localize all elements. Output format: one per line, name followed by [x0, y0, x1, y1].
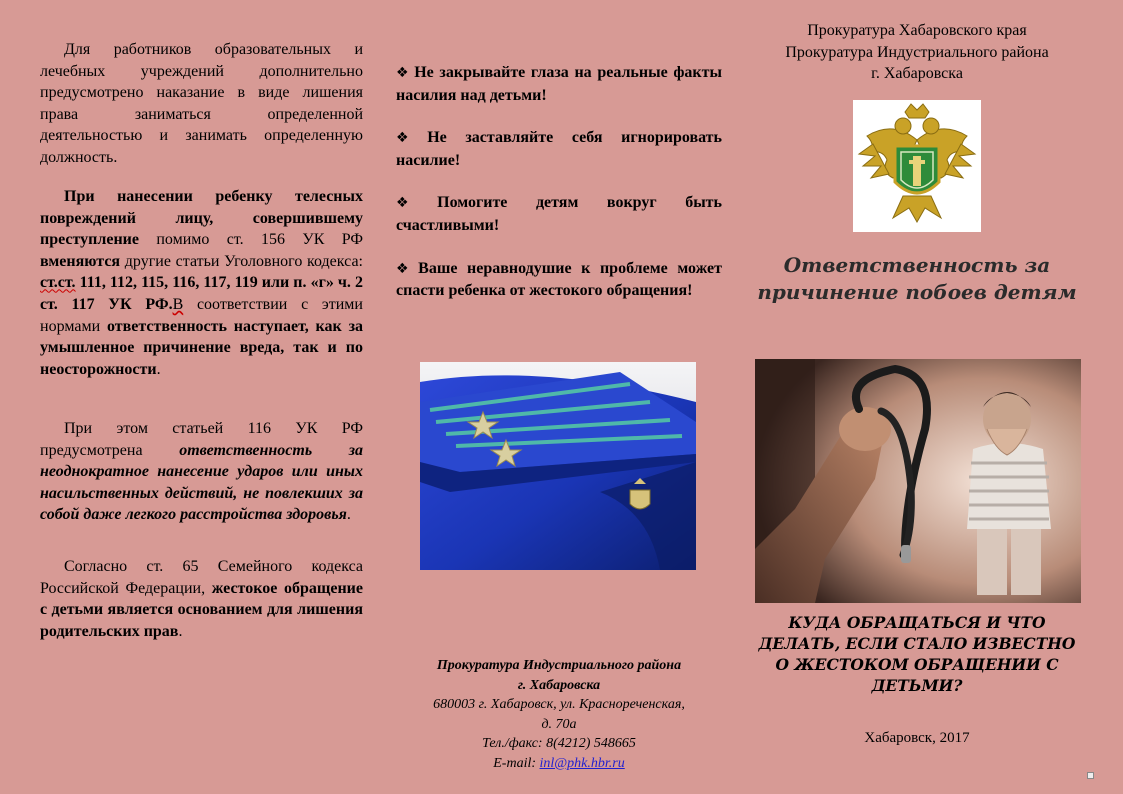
paragraph-family-code: Согласно ст. 65 Семейного кодекса Российской Федерации, жестокое обращение с детьми является основанием для лишения родительских прав. — [40, 558, 364, 640]
paragraph-article-116: При этом статьей 116 УК РФ предусмотрена ответственность за неоднократное нанесение ударов или иных насильственных действий, не повлекших за собой даже легкого расстройства здоровья. — [40, 420, 364, 524]
org-name: Прокуратура Индустриального района — [436, 658, 682, 673]
paragraph-professional-penalty: Для работников образовательных и лечебных учреждений дополнительно предусмотрено наказание в виде лишения права заниматься определенной деятельностью и занимать определенную должность. — [40, 41, 363, 166]
diamond-bullet-icon: ❖ — [396, 65, 411, 81]
org-city: г. Хабаровска — [517, 677, 601, 693]
brochure-title: Ответственность за причинение побоев детям — [757, 253, 1077, 304]
header-line-city: г. Хабаровска — [871, 65, 963, 82]
city-year: Хабаровск, 2017 — [864, 730, 970, 746]
phone-line: Тел./факс: 8(4212) 548665 — [482, 736, 636, 751]
header-line-regional: Прокуратура Хабаровского края — [807, 22, 1027, 39]
list-item: ❖ Помогите детям вокруг быть счастливыми! — [396, 194, 722, 234]
email-line: E-mail: inl@phk.hbr.ru — [493, 755, 625, 771]
text-articles-list: 111, 112, 115, 116, 117, 119 или п. «г» ч. 2 ст. 117 УК РФ. — [40, 274, 363, 313]
header-authorities — [752, 20, 1082, 85]
diamond-bullet-icon: ❖ — [396, 195, 434, 212]
text-responsibility-repeated: ответственность за неоднократное нанесение ударов или иных насильственных действий, не повлекших за собой даже легкого расстройства здоровья — [40, 441, 364, 524]
list-item: ❖ Не заставляйте себя игнорировать насилие! — [396, 129, 722, 169]
diamond-bullet-icon: ❖ — [396, 130, 424, 147]
panel-right — [752, 0, 1082, 794]
paragraph-bodily-harm: При нанесении ребенку телесных повреждений лицу, совершившему преступление помимо ст. 156 УК РФ вменяются другие статьи Уголовного кодекса: ст.ст. 111, 112, 115, 116, 117, 119 или п. «г» ч. 2 ст. 117 УК РФ.В соответствии с этими нормами ответственность наступает, как за умышленное причинение вреда, так и по неосторожности. — [40, 188, 364, 378]
help-question: КУДА ОБРАЩАТЬСЯ И ЧТО ДЕЛАТЬ, ЕСЛИ СТАЛО ИЗВЕСТНО О ЖЕСТОКОМ ОБРАЩЕНИИ С ДЕТЬМИ? — [758, 613, 1076, 695]
text-parental-rights: жестокое обращение с детьми является основанием для лишения родительских прав — [40, 579, 364, 640]
cover-photo — [755, 359, 1081, 603]
panel-middle — [396, 0, 722, 794]
double-eagle-emblem-icon — [853, 100, 981, 232]
list-item: ❖ Не закрывайте глаза на реальные факты насилия над детьми! — [396, 64, 723, 104]
address-line: 680003 г. Хабаровск, ул. Краснореченская, — [433, 697, 685, 712]
child-abuse-illustration-image — [755, 359, 1081, 603]
header-line-district: Прокуратура Индустриального района — [785, 43, 1049, 61]
prosecutor-emblem — [853, 100, 981, 232]
email-link[interactable]: inl@phk.hbr.ru — [539, 755, 625, 771]
address-building: д. 70а — [541, 716, 577, 732]
panel-left — [40, 0, 363, 794]
text-bold-harm: При нанесении ребенку телесных повреждений лицу, совершившему преступление — [40, 188, 363, 249]
uniform-photo — [420, 362, 696, 570]
diamond-bullet-icon: ❖ — [396, 260, 415, 277]
list-item: ❖ Ваше неравнодушие к проблеме может спасти ребенка от жестокого обращения! — [396, 259, 722, 300]
appeal-list — [396, 62, 722, 323]
text-articles-abbrev: ст.ст. — [40, 274, 76, 292]
resize-handle[interactable] — [1087, 772, 1094, 779]
prosecutor-uniform-image — [420, 362, 696, 570]
contact-block — [396, 656, 722, 773]
